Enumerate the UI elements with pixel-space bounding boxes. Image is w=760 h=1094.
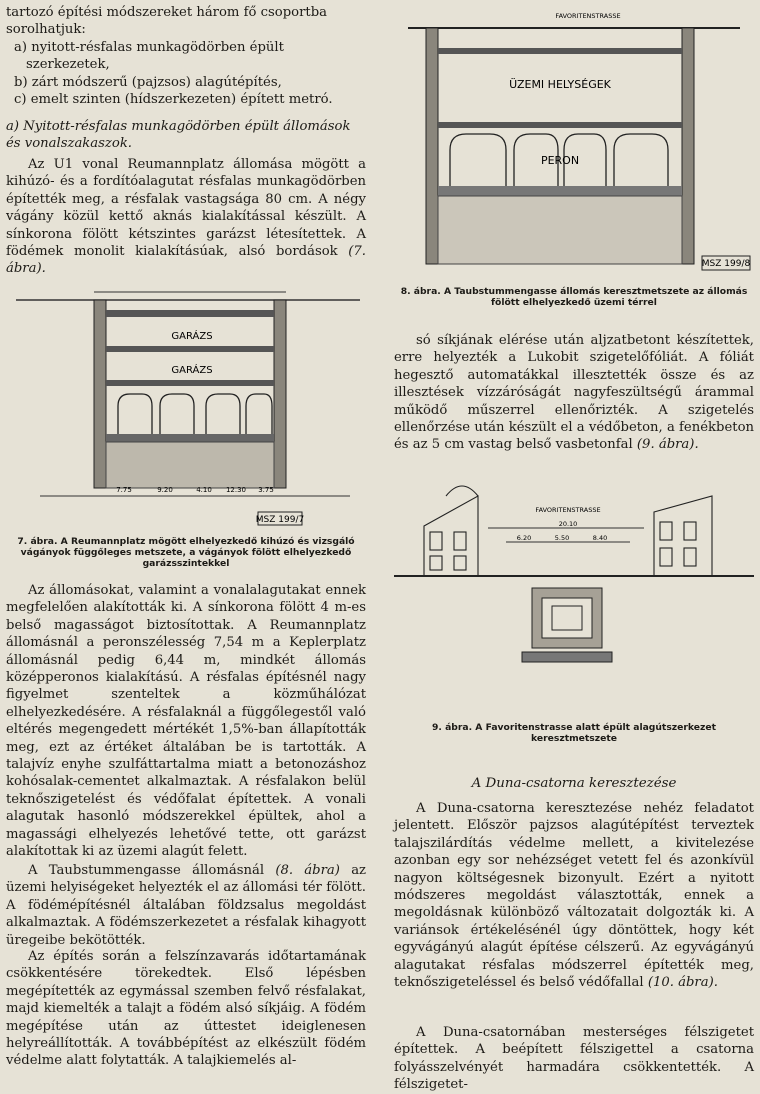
left-building bbox=[424, 486, 478, 576]
paragraph-4: Az építés során a felszínzavarás időtartamának csökkentésére törekedtek. Első lépésben megépítették az egymással szemben felvő résfalakat, majd kiemelték a talajt a födém alsó síkjáig. A födém megépítése után az úttestet ideiglenesen helyreállították. A továbbépítést az elkészült födém védelme alatt folytatták. A talajkiemelés al- bbox=[6, 949, 366, 1069]
figure-8-caption: 8. ábra. A Taubstummengasse állomás keresztmetszete az állomás fölött elhelyezkedő üzemi térrel bbox=[400, 286, 748, 308]
paragraph-6-text: A Duna-csatorna keresztezése nehéz feladatot jelentett. Először pajzsos alagútépítést terveztek talajszilárdítás védelme mellett, a kivitelezése azonban egy sor nehézséget vetett fel és azonkívül nagyon költségesnek bizonyult. Ezért a nyitott módszeres megoldást választották, ennek a megoldásnak különböző változatait dolgozták ki. A variánsok értékelésénél úgy döntöttek, hogy két egyvágányú alagút építése célszerű. Az egyvágányú alagutakat résfalas módszerrel építették meg, teknőszigeteléssel és belső védőfallal bbox=[394, 801, 754, 991]
method-list bbox=[6, 39, 366, 109]
stamp: MSZ 199/7 bbox=[255, 515, 305, 525]
section-title: A Duna-csatorna keresztezése bbox=[471, 776, 677, 791]
paragraph-3-text: az üzemi helyiségeket helyezték el az állomási tér fölött. A födémépítésnél általában földzsalus megoldást alkalmaztak. A födémszerkezetet a résfalak kihagyott üregeibe bekötötték. bbox=[6, 863, 366, 948]
figure-7 bbox=[10, 284, 366, 532]
street-label: FAVORITENSTRASSE bbox=[535, 506, 601, 514]
dim-label: 4.10 bbox=[196, 486, 212, 494]
subheading: a) Nyitott-résfalas munkagödörben épült állomások és vonalszakaszok. bbox=[6, 119, 351, 152]
figure-ref: (7. ábra). bbox=[6, 244, 366, 277]
dim-label: 5.50 bbox=[554, 534, 570, 542]
tunnel-box bbox=[522, 588, 612, 662]
figure-8 bbox=[398, 4, 754, 282]
list-item: b) zárt módszerű (pajzsos) alagútépítés, bbox=[14, 74, 282, 90]
paragraph-5 bbox=[394, 332, 754, 454]
intro-block bbox=[6, 4, 366, 108]
list-item: c) emelt szinten (hídszerkezeten) épített metró. bbox=[14, 92, 333, 108]
figure-9 bbox=[394, 476, 754, 716]
dim-label: 9.20 bbox=[157, 486, 173, 494]
figure-ref: (9. ábra). bbox=[636, 437, 699, 453]
paragraph-1 bbox=[6, 156, 366, 278]
paragraph-6 bbox=[394, 800, 754, 991]
dim-label: 8.40 bbox=[592, 534, 608, 542]
figure-ref: (8. ábra) bbox=[275, 863, 340, 878]
paragraph-5-text: só síkjának elérése után aljzatbetont készítettek, erre helyezték a Lukobit szigetelőfóliát. A fóliát hegesztő automatákkal illesztették össze és az illesztések vízzáróságát nagyfeszültségű árammal működő műszerrel ellenőrizték. A szigetelés ellenőrzése után készült el a védőbeton, a fenékbeton és az 5 cm vastag belső vasbetonfal bbox=[394, 333, 754, 453]
dim-label: 6.20 bbox=[516, 534, 532, 542]
garage-label-mid: GARÁZS bbox=[171, 365, 213, 376]
platform-label: PERON bbox=[540, 154, 580, 167]
figure-ref: (10. ábra). bbox=[647, 975, 718, 991]
street-label: FAVORITENSTRASSE bbox=[555, 12, 621, 20]
paragraph-3 bbox=[6, 862, 366, 949]
figure-9-caption: 9. ábra. A Favoritenstrasse alatt épült alagútszerkezet keresztmetszete bbox=[432, 722, 716, 744]
dim-label: 3.75 bbox=[258, 486, 274, 494]
train-section bbox=[118, 394, 272, 434]
dim-label: 7.75 bbox=[116, 486, 132, 494]
intro-line-2: sorolhatjuk: bbox=[6, 22, 86, 38]
intro-line-1: tartozó építési módszereket három fő csoportba bbox=[6, 5, 328, 20]
paragraph-2: Az állomásokat, valamint a vonalalagutakat ennek megfelelően alakították ki. A sínkorona fölött 4 m-es belső magasságot biztosítottak. A Reumannplatz állomásnál a peronszélesség 7,54 m a Keplerplatz állomásnál pedig 6,44 m, mindkét állomás középperonos kialakítású. A résfalas építésnél nagy figyelmet szenteltek a közműhálózat elhelyezkedésére. A résfalaknál a függőlegestől való eltérés megengedett mértékét 1,5%-ban állapították meg, ezt az értéket általában be is tartották. A talajvíz enyhe szulfáttartalma miatt a betonozáshoz kohósalak-cementet alkalmaztak. A résfalakon belül teknőszigetelést és védőfalat építettek. A vonali alagutak hasonló módszerekkel épültek, ahol a magassági elhelyezés lehetővé tette, ott garázst alakítottak ki az üzemi alagút felett. bbox=[6, 583, 366, 860]
figure-7-caption: 7. ábra. A Reumannplatz mögött elhelyezkedő kihúzó és vizsgáló vágányok függőleges metszete, a vágányok fölött elhelyezkedő garázsszintekkel bbox=[17, 536, 355, 569]
paragraph-7: A Duna-csatornában mesterséges félszigetet építettek. A beépített félszigettel a csatorna folyásszelvényét harmadára csökkentették. A félszigetet- bbox=[394, 1025, 754, 1093]
paragraph-1-text: Az U1 vonal Reumannplatz állomása mögött a kihúzó- és a fordítóalagutat résfalas munkagödörben építették meg, a résfalak vastagsága 80 cm. A négy vágány közül kettő aknás kialakítással készült. A sínkorona fölött kétszintes garázst létesítettek. A födémek monolit kialakításúak, alsó bordások bbox=[6, 157, 366, 260]
garage-label-top: GARÁZS bbox=[171, 331, 213, 342]
dim-label: 20.10 bbox=[558, 520, 578, 528]
paragraph-3-text: A Taubstummengasse állomásnál bbox=[28, 863, 265, 878]
list-item: a) nyitott-résfalas munkagödörben épült szerkezetek, bbox=[14, 39, 284, 73]
stamp: MSZ 199/8 bbox=[701, 259, 751, 269]
service-rooms-label: ÜZEMI HELYSÉGEK bbox=[509, 78, 611, 91]
dim-label: 12.30 bbox=[225, 486, 247, 494]
right-building bbox=[654, 496, 712, 576]
